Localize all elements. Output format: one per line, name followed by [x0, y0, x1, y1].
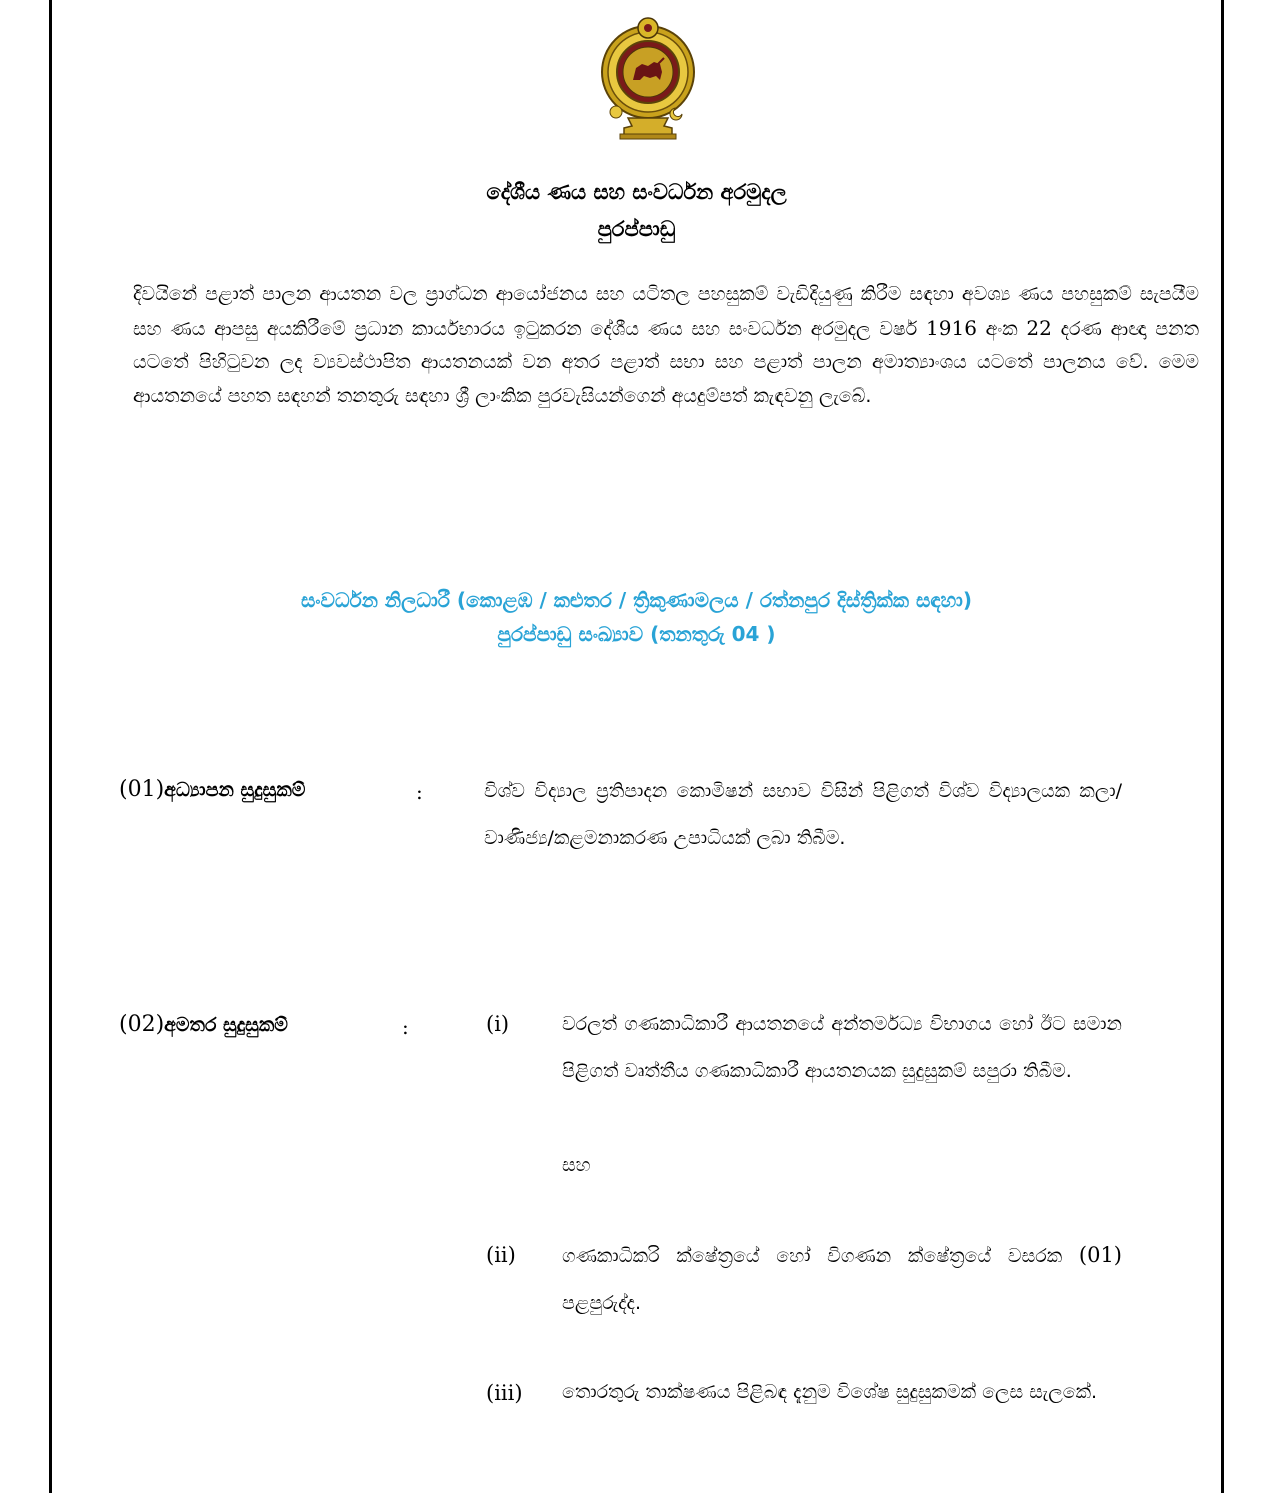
intro-text-part1: දිවයිනේ පළාත් පාලන ආයතන වල ප්‍රාග්ධන ආයෝජනය සහ යටිතල පහසුකම් වැඩිදියුණු කිරීම සඳහා අවශ්‍ය ණය පහසුකම් සැපයීම සහ ණය ආපසු අයකිරීමේ ප්‍රධාන කාර්යභාරය ඉටුකරන දේශීය ණය සහ සංවර්ධන අරමුදල වර්ෂ [133, 283, 1199, 340]
additional-item-1-text: වරලත් ගණකාධිකාරී ආයතනයේ අන්තර්මධ්‍ය විභාගය හෝ ඊට සමාන පිළිගත් වෘත්තීය ගණකාධිකාරී ආයතනයක සුදුසුකම් සපුරා තිබීම. [562, 1013, 1122, 1082]
intro-text-part3: දරණ ආඥා පනත යටතේ පිහිටුවන ලද ව්‍යවස්ථාපිත ආයතනයක් වන අතර පළාත් සභා සහ පළාත් පාලන අමාත්‍යාංශය යටතේ පාලනය වේ. මෙම ආයතනයේ පහත සඳහන් තනතුරු සඳහා ශ්‍රී ලාංකික පුරවැසියන්ගෙන් අයදුම්පත් කැඳවනු ලැබේ. [133, 317, 1199, 407]
colon: : [402, 1015, 409, 1039]
educational-qualifications-label [119, 777, 305, 802]
page-border-right [1221, 0, 1224, 1493]
intro-act-number: 22 [1026, 315, 1052, 340]
national-emblem-icon [598, 14, 698, 140]
document-title: දේශීය ණය සහ සංවර්ධන අරමුදල [486, 180, 787, 204]
item-2-text-before: ගණකාධිකරි ක්ෂේත්‍රයේ හෝ විගණන ක්ෂේත්‍රයේ වසරක [562, 1245, 1063, 1267]
qualification-title: අධ්‍යාපන සුදුසුකම් [164, 779, 306, 801]
additional-item-2-text [562, 1232, 1122, 1327]
item-marker: (iii) [486, 1381, 523, 1405]
post-title: සංවර්ධන නිලධාරී (කොළඹ / කළුතර / ත්‍රිකුණාමලය / රත්නපුර දිස්ත්‍රික්ක සඳහා) [300, 588, 972, 612]
item-2-text-after: පළපුරුද්ද. [562, 1292, 642, 1314]
vacancy-count: පුරප්පාඩු සංඛ්‍යාව (තනතුරු 04 ) [497, 622, 776, 646]
qualification-title: අමතර සුදුසුකම් [164, 1014, 288, 1036]
item-marker: (ii) [486, 1243, 516, 1267]
item-marker: (i) [486, 1012, 510, 1036]
additional-item-3-text: තොරතුරු තාක්ෂණය පිළිබඳ දැනුම විශේෂ සුදුසුකමක් ලෙස සැලකේ. [562, 1381, 1098, 1403]
qualification-number: (01) [119, 777, 165, 802]
intro-text-part2: අංක [985, 317, 1018, 340]
colon: : [416, 780, 423, 804]
intro-paragraph [133, 278, 1199, 413]
additional-qualifications-label [119, 1012, 288, 1037]
conjunction-text: සහ [562, 1154, 591, 1176]
educational-qualifications-text: විශ්ව විද්‍යාල ප්‍රතිපාදන කොමිෂන් සභාව විසින් පිළිගත් විශ්ව විද්‍යාලයක කලා/වාණිජ්‍ය/කළමනාකරණ උපාධියක් ලබා තිබීම. [484, 780, 1122, 849]
item-2-years: (01) [1078, 1243, 1122, 1267]
intro-year: 1916 [926, 315, 977, 340]
qualification-number: (02) [119, 1012, 165, 1037]
document-subtitle: පුරප්පාඩු [597, 217, 676, 241]
